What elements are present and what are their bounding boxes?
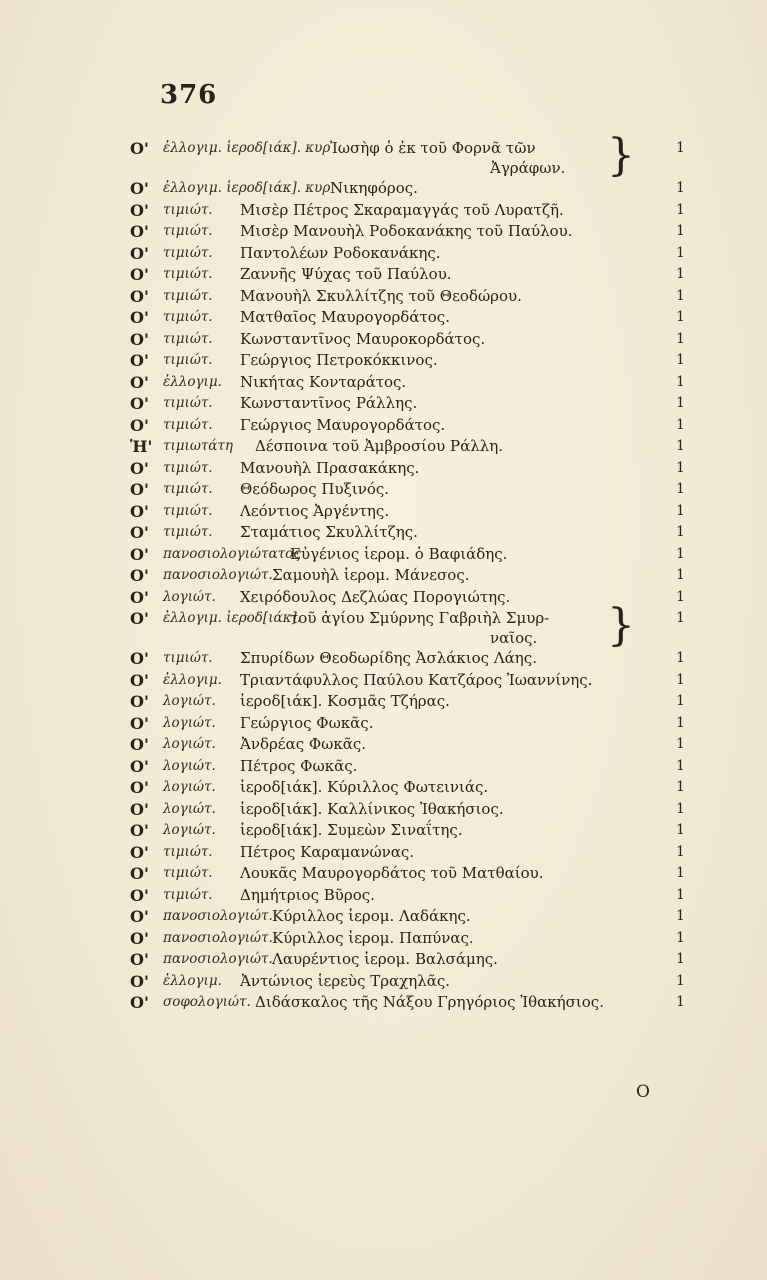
entry-title: λογιώτ.	[163, 693, 216, 709]
list-item	[0, 842, 767, 864]
entry-count: 1	[676, 822, 685, 838]
entry-name: Χειρόδουλος Δεζλώας Πορογιώτης.	[240, 587, 511, 606]
list-item	[0, 691, 767, 713]
entry-article: Ο'	[130, 566, 149, 585]
list-item	[0, 799, 767, 821]
entry-title: τιμιώτ.	[163, 459, 213, 476]
list-item	[0, 393, 767, 415]
entry-article: Ο'	[130, 308, 149, 327]
entry-count: 1	[676, 545, 685, 562]
entry-article: Ο'	[130, 523, 149, 542]
subscriber-list	[0, 130, 767, 1014]
entry-name: Κωνσταντῖνος Ράλλης.	[240, 394, 418, 412]
entry-title: τιμιωτάτη	[163, 438, 233, 454]
entry-name: Πέτρος Φωκᾶς.	[240, 756, 358, 775]
entry-title: λογιώτ.	[163, 822, 216, 838]
list-item	[0, 372, 767, 394]
entry-name: Κύριλλος ἱερομ. Λαδάκης.	[272, 907, 471, 925]
entry-title: πανοσιολογιώτ.	[163, 908, 273, 924]
list-item	[0, 648, 767, 670]
entry-name: Τριαντάφυλλος Παύλου Κατζάρος Ἰωαννίνης.	[240, 670, 593, 689]
entry-count: 1	[676, 800, 685, 817]
entry-article: Ο'	[130, 670, 149, 690]
list-item	[0, 906, 767, 928]
entry-article: Ο'	[130, 842, 149, 862]
brace-glyph: }	[607, 130, 635, 181]
entry-name: Διδάσκαλος τῆς Νάξου Γρηγόριος Ἰθακήσιος.	[255, 993, 604, 1011]
entry-title: τιμιώτ.	[163, 650, 213, 666]
entry-count: 1	[676, 951, 685, 967]
entry-name: Μισὲρ Μανουὴλ Ροδοκανάκης τοῦ Παύλου.	[240, 222, 573, 240]
entry-name: Πέτρος Καραμανώνας.	[240, 842, 415, 861]
entry-title: πανοσιολογιώτ.	[163, 929, 273, 946]
entry-article: Ο'	[130, 501, 149, 521]
entry-title: τιμιώτ.	[163, 481, 213, 497]
entry-title: σοφολογιώτ.	[163, 994, 251, 1010]
list-item	[0, 479, 767, 501]
entry-title: λογιώτ.	[163, 757, 216, 774]
entry-name: Κωνσταντῖνος Μαυροκορδάτος.	[240, 329, 486, 348]
list-item	[0, 522, 767, 544]
entry-article: Ο'	[130, 907, 149, 926]
entry-name: Ζαννῆς Ψύχας τοῦ Παύλου.	[240, 265, 452, 283]
entry-count: 1	[676, 309, 685, 325]
list-item	[0, 264, 767, 286]
list-item	[0, 670, 767, 692]
entry-count: 1	[676, 330, 685, 347]
entry-name-continuation: ναῖος.	[490, 629, 538, 647]
entry-count: 1	[676, 395, 685, 411]
entry-title: τιμιώτ.	[163, 524, 213, 540]
entry-title: τιμιώτ.	[163, 309, 213, 325]
entry-title: πανοσιολογιώτατος	[163, 545, 301, 562]
entry-article: Ο'	[130, 243, 149, 263]
entry-name: Κύριλλος ἱερομ. Παπύνας.	[272, 928, 474, 947]
entry-name: Γεώργιος Πετροκόκκινος.	[240, 351, 438, 369]
entry-count: 1	[676, 352, 685, 368]
entry-count: 1	[676, 567, 685, 583]
entry-name: ἱεροδ[ιάκ]. Κύριλλος Φωτεινιάς.	[240, 778, 489, 796]
list-item	[0, 756, 767, 778]
list-item	[0, 885, 767, 907]
list-item	[0, 458, 767, 480]
entry-name: Λαυρέντιος ἱερομ. Βαλσάμης.	[272, 950, 498, 968]
entry-count: 1	[676, 714, 685, 731]
entry-title: τιμιώτ.	[163, 502, 213, 519]
entry-title: ἐλλογιμ.	[163, 671, 222, 688]
entry-article: Ο'	[130, 993, 149, 1012]
entry-article: Ο'	[130, 864, 149, 883]
entry-article: Ο'	[130, 265, 149, 284]
list-item	[0, 820, 767, 842]
list-item	[0, 863, 767, 885]
catchword: Ο	[636, 1082, 650, 1102]
entry-count: 1	[676, 416, 685, 433]
entry-name: Δημήτριος Βῦρος.	[240, 885, 375, 904]
entry-name: Γεώργιος Μαυρογορδάτος.	[240, 415, 446, 434]
entry-title: τιμιώτ.	[163, 886, 213, 903]
entry-title: ἐλλογιμ.	[163, 373, 222, 390]
entry-count: 1	[676, 693, 685, 709]
entry-article: Ο'	[130, 692, 149, 711]
entry-name: Μανουὴλ Πρασακάκης.	[240, 458, 420, 477]
entry-name: Λουκᾶς Μαυρογορδάτος τοῦ Ματθαίου.	[240, 864, 544, 882]
entry-article: Ο'	[130, 756, 149, 776]
entry-name-continuation: Ἀγράφων.	[490, 159, 566, 177]
list-item	[0, 200, 767, 222]
entry-count: 1	[676, 650, 685, 666]
entry-title: τιμιώτ.	[163, 352, 213, 368]
list-item	[0, 777, 767, 799]
list-item	[0, 329, 767, 351]
list-item	[0, 243, 767, 265]
list-item	[0, 436, 767, 458]
list-item	[0, 928, 767, 950]
entry-count: 1	[676, 244, 685, 261]
entry-name: Δέσποινα τοῦ Ἀμβροσίου Ράλλη.	[255, 437, 503, 455]
entry-title: λογιώτ.	[163, 800, 216, 817]
entry-article: Ο'	[130, 222, 149, 241]
entry-name: Μισὲρ Πέτρος Σκαραμαγγάς τοῦ Λυρατζῆ.	[240, 200, 564, 219]
entry-name: Νικηφόρος.	[330, 179, 418, 197]
entry-count: 1	[676, 459, 685, 476]
entry-article: Ο'	[130, 885, 149, 905]
entry-count: 1	[676, 779, 685, 795]
entry-count: 1	[676, 180, 685, 196]
list-item	[0, 286, 767, 308]
list-item	[0, 600, 767, 651]
list-item	[0, 415, 767, 437]
entry-article: Ο'	[130, 713, 149, 733]
entry-title: τιμιώτ.	[163, 287, 213, 304]
list-item	[0, 713, 767, 735]
entry-title: λογιώτ.	[163, 588, 216, 605]
entry-article: Ο'	[130, 544, 149, 564]
entry-name: τοῦ ἁγίου Σμύρνης Γαβριὴλ Σμυρ-	[290, 609, 550, 627]
entry-name: Σταμάτιος Σκυλλίτζης.	[240, 523, 418, 541]
entry-article: Ο'	[130, 415, 149, 435]
entry-title: ἐλλογιμ. ἱεροδ[ιάκ]. κυρ	[163, 180, 331, 196]
entry-count: 1	[676, 481, 685, 497]
entry-title: ἐλλογιμ. ἱεροδ[ιάκ]. κυρ	[163, 140, 331, 156]
entry-name: Σαμουὴλ ἱερομ. Μάνεσος.	[272, 566, 470, 584]
list-item	[0, 501, 767, 523]
list-item	[0, 971, 767, 993]
entry-count: 1	[676, 972, 685, 989]
entry-name: ἱεροδ[ιάκ]. Καλλίνικος Ἰθακήσιος.	[240, 799, 504, 818]
entry-article: Ο'	[130, 458, 149, 478]
entry-count: 1	[676, 865, 685, 881]
list-item	[0, 565, 767, 587]
entry-count: 1	[676, 886, 685, 903]
entry-name: Εὐγένιος ἱερομ. ὁ Βαφιάδης.	[290, 544, 508, 563]
entry-article: Ο'	[130, 139, 149, 158]
entry-article: Ο'	[130, 179, 149, 198]
page-number: 376	[160, 80, 218, 110]
entry-name: ἱεροδ[ιάκ]. Κοσμᾶς Τζήρας.	[240, 692, 450, 710]
entry-name: Λεόντιος Ἀργέντης.	[240, 501, 390, 520]
entry-article: Ο'	[130, 329, 149, 349]
entry-name: Μανουὴλ Σκυλλίτζης τοῦ Θεοδώρου.	[240, 286, 522, 305]
entry-name: Σπυρίδων Θεοδωρίδης Ἀσλάκιος Λάης.	[240, 649, 537, 667]
entry-count: 1	[676, 757, 685, 774]
entry-article: Ο'	[130, 200, 149, 220]
entry-count: 1	[676, 908, 685, 924]
list-item	[0, 350, 767, 372]
entry-article: Ο'	[130, 928, 149, 948]
entry-article: Ο'	[130, 480, 149, 499]
entry-article: Ο'	[130, 778, 149, 797]
entry-title: τιμιώτ.	[163, 223, 213, 239]
entry-count: 1	[676, 671, 685, 688]
brace-glyph: }	[607, 600, 635, 651]
entry-count: 1	[676, 502, 685, 519]
list-item	[0, 307, 767, 329]
entry-name: Παντολέων Ροδοκανάκης.	[240, 243, 441, 262]
entry-article: Ο'	[130, 609, 149, 628]
entry-count: 1	[676, 610, 685, 626]
entry-count: 1	[676, 287, 685, 304]
entry-count: 1	[676, 929, 685, 946]
entry-name: Ἀντώνιος ἱερεὺς Τραχηλᾶς.	[240, 971, 451, 990]
list-item	[0, 178, 767, 200]
entry-title: τιμιώτ.	[163, 395, 213, 411]
list-item	[0, 949, 767, 971]
list-item	[0, 734, 767, 756]
entry-count: 1	[676, 524, 685, 540]
entry-count: 1	[676, 843, 685, 860]
entry-article: Ο'	[130, 587, 149, 607]
entry-count: 1	[676, 736, 685, 752]
entry-title: τιμιώτ.	[163, 865, 213, 881]
entry-count: 1	[676, 140, 685, 156]
list-item	[0, 992, 767, 1014]
entry-count: 1	[676, 201, 685, 218]
entry-title: τιμιώτ.	[163, 416, 213, 433]
entry-name: Θεόδωρος Πυξινός.	[240, 480, 390, 498]
entry-article: Ο'	[130, 351, 149, 370]
entry-article: Ο'	[130, 735, 149, 754]
entry-article: Ο'	[130, 394, 149, 413]
entry-title: λογιώτ.	[163, 714, 216, 731]
entry-count: 1	[676, 588, 685, 605]
entry-article: Ἡ'	[130, 437, 153, 456]
entry-title: τιμιώτ.	[163, 330, 213, 347]
entry-article: Ο'	[130, 971, 149, 991]
entry-count: 1	[676, 994, 685, 1010]
entry-title: πανοσιολογιώτ.	[163, 567, 273, 583]
entry-count: 1	[676, 223, 685, 239]
entry-name: Γεώργιος Φωκᾶς.	[240, 713, 374, 732]
entry-name: Νικήτας Κονταράτος.	[240, 372, 407, 391]
entry-title: λογιώτ.	[163, 779, 216, 795]
entry-count: 1	[676, 438, 685, 454]
entry-article: Ο'	[130, 821, 149, 840]
entry-article: Ο'	[130, 286, 149, 306]
entry-name: Ἀνδρέας Φωκᾶς.	[240, 735, 367, 753]
entry-article: Ο'	[130, 950, 149, 969]
entry-article: Ο'	[130, 649, 149, 668]
entry-title: ἐλλογιμ. ἱεροδ[ιάκ].	[163, 610, 302, 626]
entry-article: Ο'	[130, 372, 149, 392]
list-item	[0, 587, 767, 609]
entry-name: Ματθαῖος Μαυρογορδάτος.	[240, 308, 450, 326]
entry-name: Ἰωσὴφ ὁ ἐκ τοῦ Φορνᾶ τῶν	[330, 139, 536, 157]
entry-title: τιμιώτ.	[163, 201, 213, 218]
entry-name: ἱεροδ[ιάκ]. Συμεὼν Σιναΐτης.	[240, 821, 463, 839]
list-item	[0, 544, 767, 566]
entry-title: πανοσιολογιώτ.	[163, 951, 273, 967]
list-item	[0, 130, 767, 181]
entry-title: λογιώτ.	[163, 736, 216, 752]
entry-count: 1	[676, 266, 685, 282]
entry-title: τιμιώτ.	[163, 843, 213, 860]
entry-title: ἐλλογιμ.	[163, 972, 222, 989]
entry-title: τιμιώτ.	[163, 266, 213, 282]
entry-article: Ο'	[130, 799, 149, 819]
entry-count: 1	[676, 373, 685, 390]
entry-title: τιμιώτ.	[163, 244, 213, 261]
list-item	[0, 221, 767, 243]
